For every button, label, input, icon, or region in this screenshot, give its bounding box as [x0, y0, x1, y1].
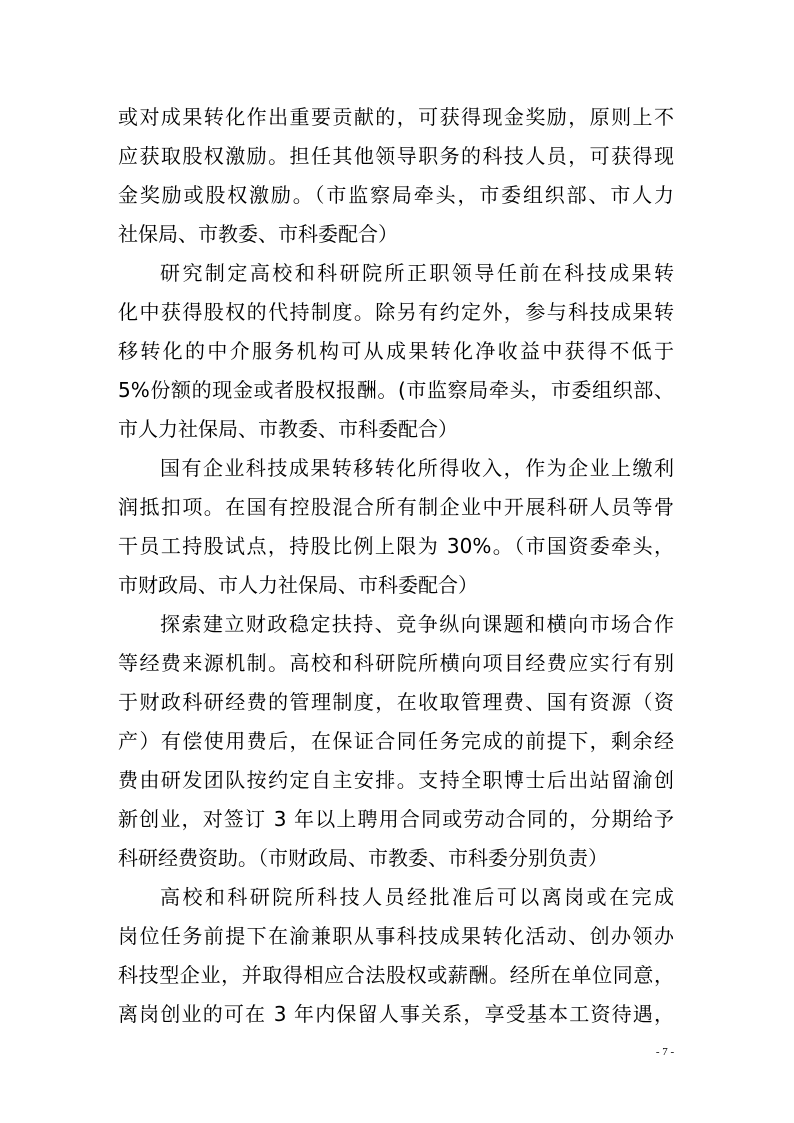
text-line: 岗位任务前提下在渝兼职从事科技成果转化活动、创办领办: [118, 924, 674, 948]
paragraph: [118, 98, 674, 254]
text-line: 市财政局、市人力社保局、市科委配合）: [118, 573, 478, 597]
text-line: 科技型企业，并取得相应合法股权或薪酬。经所在单位同意，: [118, 963, 674, 987]
text-line: 市人力社保局、市教委、市科委配合）: [118, 417, 458, 441]
body-text: [118, 98, 674, 1034]
text-line: 应获取股权激励。担任其他领导职务的科技人员，可获得现: [118, 144, 674, 168]
paragraph: [118, 878, 674, 1034]
text-line: 离岗创业的可在 3 年内保留人事关系，享受基本工资待遇，: [118, 1002, 674, 1026]
text-line: 5%份额的现金或者股权报酬。(市监察局牵头，市委组织部、: [118, 378, 674, 402]
text-line: 金奖励或股权激励。（市监察局牵头，市委组织部、市人力: [118, 183, 674, 207]
text-line: 移转化的中介服务机构可从成果转化净收益中获得不低于: [118, 339, 674, 363]
paragraph: [118, 449, 674, 605]
text-line: 新创业，对签订 3 年以上聘用合同或劳动合同的，分期给予: [118, 807, 674, 831]
text-line: 研究制定高校和科研院所正职领导任前在科技成果转: [160, 261, 674, 285]
text-line: 于财政科研经费的管理制度，在收取管理费、国有资源（资: [118, 690, 674, 714]
text-line: 化中获得股权的代持制度。除另有约定外，参与科技成果转: [118, 300, 674, 324]
text-line: 探索建立财政稳定扶持、竞争纵向课题和横向市场合作: [160, 612, 674, 636]
text-line: 费由研发团队按约定自主安排。支持全职博士后出站留渝创: [118, 768, 674, 792]
page-number: - 7 -: [655, 1046, 675, 1058]
text-line: 高校和科研院所科技人员经批准后可以离岗或在完成: [160, 885, 674, 909]
text-line: 润抵扣项。在国有控股混合所有制企业中开展科研人员等骨: [118, 495, 674, 519]
text-line: 干员工持股试点，持股比例上限为 30%。（市国资委牵头，: [118, 534, 674, 558]
text-line: 国有企业科技成果转移转化所得收入，作为企业上缴利: [160, 456, 674, 480]
text-line: 社保局、市教委、市科委配合）: [118, 222, 398, 246]
paragraph: [118, 254, 674, 449]
text-line: 科研经费资助。（市财政局、市教委、市科委分别负责）: [118, 846, 608, 870]
paragraph: [118, 605, 674, 878]
text-line: 等经费来源机制。高校和科研院所横向项目经费应实行有别: [118, 651, 674, 675]
text-line: 产）有偿使用费后，在保证合同任务完成的前提下，剩余经: [118, 729, 674, 753]
text-line: 或对成果转化作出重要贡献的，可获得现金奖励，原则上不: [118, 105, 674, 129]
